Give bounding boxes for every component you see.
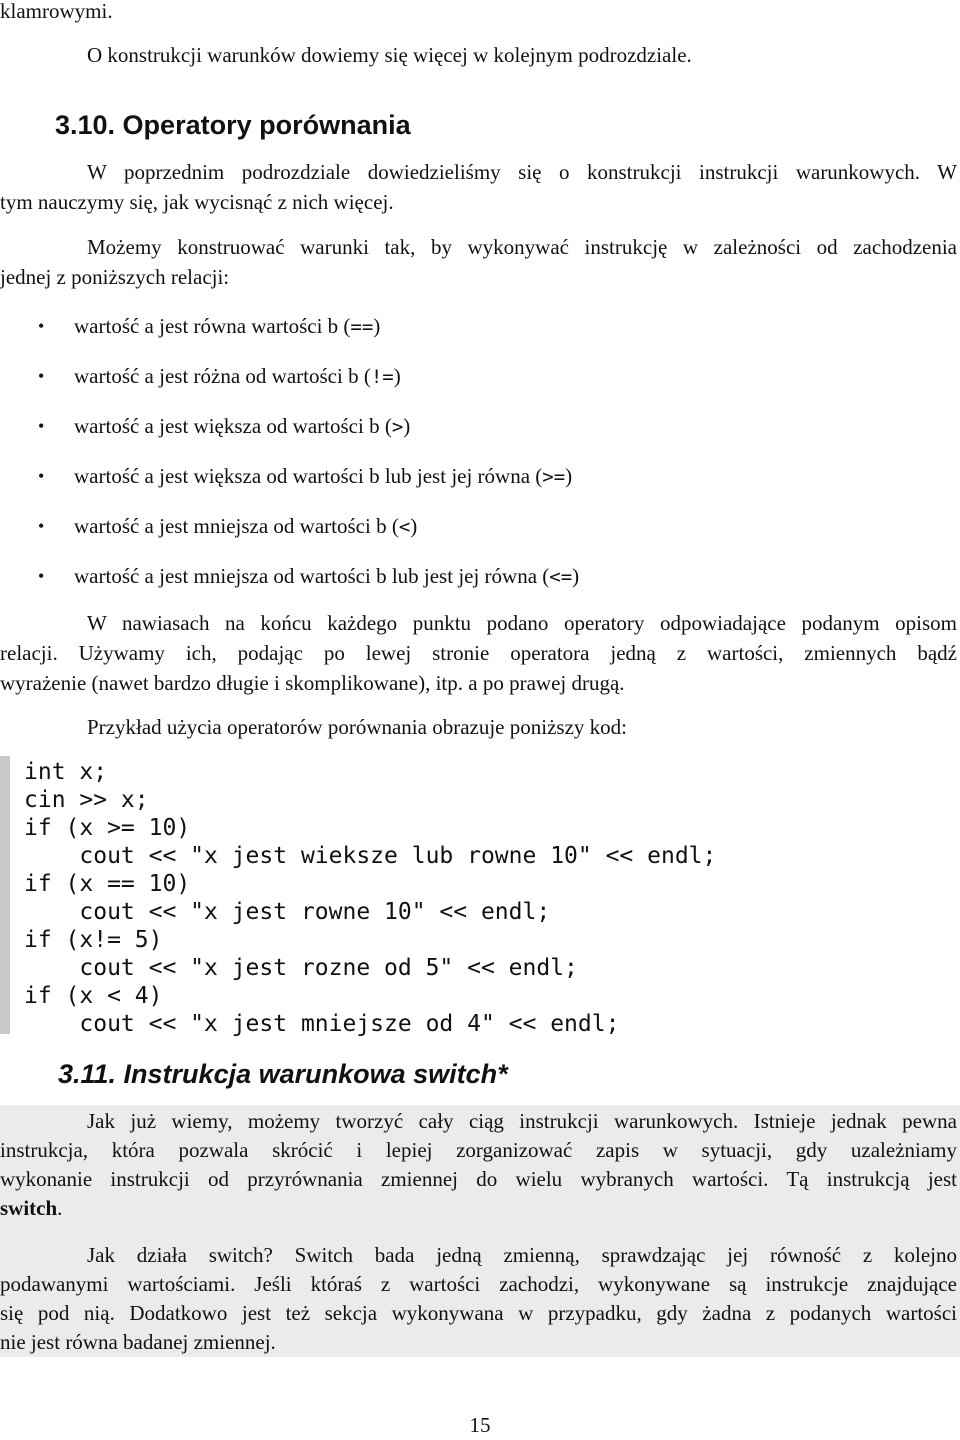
list-item-close: ): [410, 514, 418, 538]
operator-code: <: [398, 516, 411, 538]
list-item-close: ): [403, 414, 411, 438]
code-block-bar: [0, 756, 10, 1034]
list-item: [0, 411, 960, 441]
list-item: [0, 561, 960, 591]
operator-code: >=: [542, 466, 566, 488]
code-line: if (x >= 10): [24, 815, 191, 841]
list-item-close: ): [373, 314, 381, 338]
intro-paragraph: O konstrukcji warunków dowiemy się więcej w kolejnym podrozdziale.: [87, 43, 692, 67]
code-line: if (x < 4): [24, 983, 163, 1009]
switch-paragraph-1-tail: .: [57, 1196, 63, 1220]
paragraph-3-line-2: relacji. Używamy ich, podając po lewej stronie operatora jedną z wartości, zmiennych bądź: [0, 641, 957, 665]
text-fragment-top: klamrowymi.: [0, 0, 113, 23]
list-item: [0, 361, 960, 391]
code-line: if (x!= 5): [24, 927, 163, 953]
list-item-close: ): [565, 464, 573, 488]
list-item-text: wartość a jest mniejsza od wartości b (: [74, 514, 399, 538]
operator-code: ==: [350, 316, 374, 338]
operator-code: !=: [370, 366, 394, 388]
bullet-icon: •: [38, 566, 45, 586]
code-line: cout << "x jest rowne 10" << endl;: [24, 899, 551, 925]
paragraph-1-line-1: W poprzednim podrozdziale dowiedzieliśmy się o konstrukcji instrukcji warunkowych. W: [87, 160, 957, 184]
paragraph-1-line-2: tym nauczymy się, jak wycisnąć z nich więcej.: [0, 190, 394, 214]
code-line: cout << "x jest mniejsze od 4" << endl;: [24, 1011, 620, 1037]
bullet-icon: •: [38, 316, 45, 336]
section-heading-3-11: 3.11. Instrukcja warunkowa switch*: [58, 1059, 508, 1089]
list-item: [0, 461, 960, 491]
list-item-close: ): [393, 364, 401, 388]
bullet-icon: •: [38, 366, 45, 386]
code-line: if (x == 10): [24, 871, 191, 897]
operator-code: >: [391, 416, 404, 438]
list-item-text: wartość a jest większa od wartości b lub jest jej równa (: [74, 464, 543, 488]
code-line: cout << "x jest wieksze lub rowne 10" << endl;: [24, 843, 717, 869]
list-item-text: wartość a jest mniejsza od wartości b lub jest jej równa (: [74, 564, 550, 588]
switch-paragraph-1-line-1: Jak już wiemy, możemy tworzyć cały ciąg instrukcji warunkowych. Istnieje jednak pewna: [87, 1109, 957, 1133]
list-item: [0, 511, 960, 541]
bullet-icon: •: [38, 466, 45, 486]
bullet-icon: •: [38, 416, 45, 436]
list-item: [0, 311, 960, 341]
switch-paragraph-2-line-1: Jak działa switch? Switch bada jedną zmienną, sprawdzając jej równość z kolejno: [87, 1243, 957, 1267]
code-line: cin >> x;: [24, 787, 149, 813]
switch-keyword: switch: [0, 1196, 58, 1220]
section-heading-3-10: 3.10. Operatory porównania: [55, 110, 411, 140]
switch-paragraph-1-line-4: [0, 1193, 62, 1223]
switch-paragraph-2-line-3: się pod nią. Dodatkowo jest też sekcja wykonywana w przypadku, gdy żadna z podanych wartości: [0, 1301, 957, 1325]
code-line: cout << "x jest rozne od 5" << endl;: [24, 955, 578, 981]
switch-paragraph-2-line-4: nie jest równa badanej zmiennej.: [0, 1330, 276, 1354]
bullet-icon: •: [38, 516, 45, 536]
paragraph-3-line-1: W nawiasach na końcu każdego punktu podano operatory odpowiadające podanym opisom: [87, 611, 957, 635]
list-item-text: wartość a jest większa od wartości b (: [74, 414, 392, 438]
switch-paragraph-2-line-2: podawanymi wartościami. Jeśli któraś z wartości zachodzi, wykonywane są instrukcje znajdujące: [0, 1272, 957, 1296]
paragraph-3-line-3: wyrażenie (nawet bardzo długie i skomplikowane), itp. a po prawej drugą.: [0, 671, 625, 695]
switch-paragraph-1-line-3: wykonanie instrukcji od przyrównania zmiennej do wielu wybranych wartości. Tą instrukcją jest: [0, 1167, 957, 1191]
operator-code: <=: [549, 566, 573, 588]
paragraph-2-line-2: jednej z poniższych relacji:: [0, 265, 230, 289]
list-item-close: ): [572, 564, 580, 588]
switch-paragraph-1-line-2: instrukcja, która pozwala skrócić i lepiej zorganizować zapis w sytuacji, gdy uzależniamy: [0, 1138, 957, 1162]
code-line: int x;: [24, 759, 108, 785]
list-item-text: wartość a jest równa wartości b (: [74, 314, 351, 338]
paragraph-2-line-1: Możemy konstruować warunki tak, by wykonywać instrukcję w zależności od zachodzenia: [87, 235, 957, 259]
list-item-text: wartość a jest różna od wartości b (: [74, 364, 371, 388]
paragraph-4: Przykład użycia operatorów porównania obrazuje poniższy kod:: [87, 715, 627, 739]
page-number: 15: [469, 1413, 491, 1437]
